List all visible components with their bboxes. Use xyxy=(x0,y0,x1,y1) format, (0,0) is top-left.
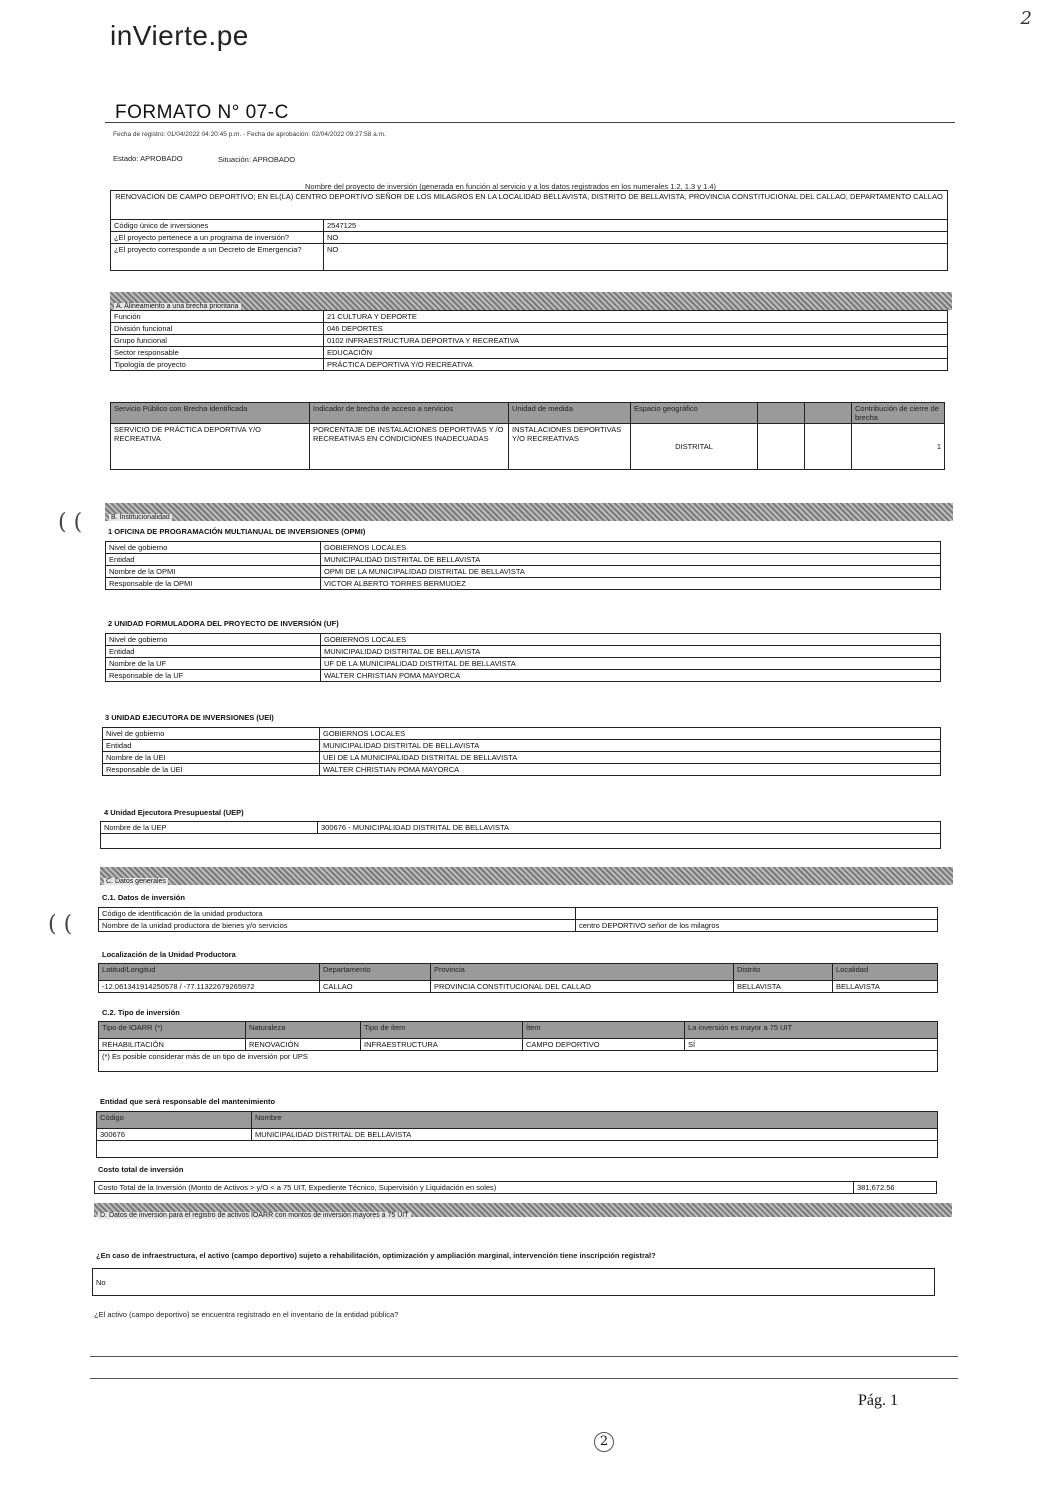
margin-bracket: ( ( xyxy=(58,510,83,535)
c2-header: Ítem xyxy=(523,1022,685,1039)
field-value: WALTER CHRISTIAN POMA MAYORCA xyxy=(320,764,941,776)
section-a-title: A. Alineamiento a una brecha prioritaria xyxy=(116,303,239,310)
project-name-label: Nombre del proyecto de inversión (generada en función al servicio y a los datos registrados en los numerales 1.2, 1.3 y 1.4) xyxy=(305,182,717,191)
field-value: 2547125 xyxy=(324,220,948,232)
field-label: Nivel de gobierno xyxy=(106,634,321,646)
registration-dates: Fecha de registro: 01/04/2022 04:20:45 p.m. - Fecha de aprobación: 02/04/2022 09:27:58 a.m. xyxy=(113,131,386,138)
field-label: Código de identificación de la unidad productora xyxy=(99,908,576,920)
field-value: PRÁCTICA DEPORTIVA Y/O RECREATIVA xyxy=(324,359,948,371)
field-value: OPMI DE LA MUNICIPALIDAD DISTRITAL DE BELLAVISTA xyxy=(321,566,941,578)
location-cell: CALLAO xyxy=(320,981,431,993)
section-b-title: B. Institucionalidad xyxy=(111,514,170,521)
c2-header: La inversión es mayor a 75 UIT xyxy=(685,1022,938,1039)
location-header: Departamento xyxy=(320,964,431,981)
c1-title: C.1. Datos de inversión xyxy=(102,893,185,902)
brecha-cell xyxy=(805,424,852,470)
field-label: Función xyxy=(111,311,324,323)
location-cell: BELLAVISTA xyxy=(833,981,938,993)
brecha-cell: SERVICIO DE PRÁCTICA DEPORTIVA Y/O RECREATIVA xyxy=(111,424,310,470)
field-label: ¿El proyecto corresponde a un Decreto de Emergencia? xyxy=(111,244,324,271)
field-value: 0102 INFRAESTRUCTURA DEPORTIVA Y RECREATIVA xyxy=(324,335,948,347)
location-title: Localización de la Unidad Productora xyxy=(102,950,236,959)
uei-table xyxy=(102,727,941,776)
field-value xyxy=(576,908,938,920)
brecha-header: Espacio geográfico xyxy=(631,403,758,424)
opmi-table xyxy=(105,541,941,590)
field-value: UF DE LA MUNICIPALIDAD DISTRITAL DE BELLAVISTA xyxy=(321,658,941,670)
c2-cell: RENOVACIÓN xyxy=(246,1039,361,1051)
field-value: UEI DE LA MUNICIPALIDAD DISTRITAL DE BELLAVISTA xyxy=(320,752,941,764)
section-d-band xyxy=(94,1203,952,1217)
c2-header: Tipo de ítem xyxy=(361,1022,523,1039)
field-value: MUNICIPALIDAD DISTRITAL DE BELLAVISTA xyxy=(320,740,941,752)
maintenance-header: Nombre xyxy=(252,1112,938,1129)
field-label: Nombre de la OPMI xyxy=(106,566,321,578)
brecha-cell xyxy=(758,424,805,470)
field-label: Grupo funcional xyxy=(111,335,324,347)
field-label: Nombre de la UEI xyxy=(103,752,320,764)
c2-title: C.2. Tipo de inversión xyxy=(102,1008,180,1017)
location-table xyxy=(98,963,938,993)
cost-value: 381,672.56 xyxy=(854,1182,937,1194)
maintenance-cell: MUNICIPALIDAD DISTRITAL DE BELLAVISTA xyxy=(252,1129,938,1141)
location-cell: PROVINCIA CONSTITUCIONAL DEL CALLAO xyxy=(431,981,734,993)
inviertepe-logo: inVierte.pe xyxy=(110,20,249,51)
field-label: Nombre de la UF xyxy=(106,658,321,670)
brecha-header: Servicio Público con Brecha identificada xyxy=(111,403,310,424)
location-cell: BELLAVISTA xyxy=(734,981,833,993)
field-value: 046 DEPORTES xyxy=(324,323,948,335)
field-label: Código único de inversiones xyxy=(111,220,324,232)
field-label: Tipología de proyecto xyxy=(111,359,324,371)
brecha-header xyxy=(805,403,852,424)
field-label: Responsable de la UF xyxy=(106,670,321,682)
footer-divider xyxy=(90,1356,958,1357)
form-title: FORMATO N° 07-C xyxy=(115,102,289,123)
section-c-title: C. Datos generales xyxy=(106,878,166,885)
maintenance-header: Código xyxy=(97,1112,252,1129)
margin-bracket: ( ( xyxy=(48,912,73,937)
brecha-cell: DISTRITAL xyxy=(631,424,758,470)
field-label: Nombre de la unidad productora de bienes y/o servicios xyxy=(99,920,576,932)
field-label: Entidad xyxy=(103,740,320,752)
field-value: NO xyxy=(324,232,948,244)
field-value: centro DEPORTIVO señor de los milagros xyxy=(576,920,938,932)
footer-divider xyxy=(90,1378,958,1379)
cost-title: Costo total de inversión xyxy=(98,1165,184,1174)
brecha-table xyxy=(110,402,945,470)
location-cell: -12.061341914250578 / -77.11322679265972 xyxy=(99,981,320,993)
field-value: GOBIERNOS LOCALES xyxy=(321,542,941,554)
uf-title: 2 UNIDAD FORMULADORA DEL PROYECTO DE INVERSIÓN (UF) xyxy=(108,619,339,628)
field-value: WALTER CHRISTIAN POMA MAYORCA xyxy=(321,670,941,682)
c2-note: (*) Es posible considerar más de un tipo de inversión por UPS xyxy=(99,1051,938,1072)
section-a-band xyxy=(110,292,952,310)
answer-registry-table xyxy=(92,1268,935,1296)
maintenance-empty-row xyxy=(97,1141,938,1158)
project-table xyxy=(110,190,948,271)
c2-cell: SÍ xyxy=(685,1039,938,1051)
answer-registry: No xyxy=(93,1269,935,1296)
c1-table xyxy=(98,907,938,932)
brecha-header: Contribución de cierre de brecha xyxy=(852,403,945,424)
uep-empty-row xyxy=(101,834,941,849)
field-label: Nivel de gobierno xyxy=(106,542,321,554)
page-number: Pág. 1 xyxy=(858,1392,898,1409)
title-divider xyxy=(105,122,955,123)
field-label: Responsable de la UEI xyxy=(103,764,320,776)
c2-cell: CAMPO DEPORTIVO xyxy=(523,1039,685,1051)
brecha-cell: INSTALACIONES DEPORTIVAS Y/O RECREATIVAS xyxy=(509,424,631,470)
field-label: Entidad xyxy=(106,554,321,566)
field-label: División funcional xyxy=(111,323,324,335)
section-d-title: D. Datos de inversión para el registro de activos IOARR con montos de inversión mayores a 75 UIT xyxy=(100,1212,409,1219)
maintenance-cell: 300676 xyxy=(97,1129,252,1141)
cost-table xyxy=(94,1181,937,1194)
maintenance-title: Entidad que será responsable del mantenimiento xyxy=(100,1097,276,1106)
uep-table xyxy=(100,821,941,849)
field-value: GOBIERNOS LOCALES xyxy=(320,728,941,740)
project-name: RENOVACION DE CAMPO DEPORTIVO; EN EL(LA) CENTRO DEPORTIVO SEÑOR DE LOS MILAGROS EN LA LOCALIDAD BELLAVISTA, DISTRITO DE BELLAVISTA, PROVINCIA CONSTITUCIONAL DEL CALLAO, DEPARTAMENTO CALLAO xyxy=(111,191,948,220)
brecha-header xyxy=(758,403,805,424)
location-header: Distrito xyxy=(734,964,833,981)
opmi-title: 1 OFICINA DE PROGRAMACIÓN MULTIANUAL DE INVERSIONES (OPMI) xyxy=(108,527,366,536)
status-estado: Estado: APROBADO xyxy=(113,154,183,163)
brecha-header: Indicador de brecha de acceso a servicios xyxy=(310,403,509,424)
uf-table xyxy=(105,633,941,682)
field-value: MUNICIPALIDAD DISTRITAL DE BELLAVISTA xyxy=(321,646,941,658)
field-label: ¿El proyecto pertenece a un programa de inversión? xyxy=(111,232,324,244)
cost-label: Costo Total de la Inversión (Monto de Activos > y/O < a 75 UIT, Expediente Técnico, Supervisión y Liquidación en soles) xyxy=(95,1182,854,1194)
section-a-table xyxy=(110,310,948,371)
brecha-cell: 1 xyxy=(852,424,945,470)
field-label: Nombre de la UEP xyxy=(101,822,318,834)
uep-title: 4 Unidad Ejecutora Presupuestal (UEP) xyxy=(104,808,244,817)
uei-title: 3 UNIDAD EJECUTORA DE INVERSIONES (UEI) xyxy=(105,713,274,722)
field-value: NO xyxy=(324,244,948,271)
field-value: 300676 - MUNICIPALIDAD DISTRITAL DE BELLAVISTA xyxy=(318,822,941,834)
question-registry: ¿En caso de infraestructura, el activo (campo deportivo) sujeto a rehabilitación, optimización y ampliación marginal, intervención tiene inscripción registral? xyxy=(96,1251,656,1260)
handwritten-mark: 2 xyxy=(594,1432,614,1452)
location-header: Provincia xyxy=(431,964,734,981)
c2-table xyxy=(98,1021,938,1072)
field-label: Entidad xyxy=(106,646,321,658)
location-header: Latitud/Longitud xyxy=(99,964,320,981)
c2-header: Naturaleza xyxy=(246,1022,361,1039)
field-value: GOBIERNOS LOCALES xyxy=(321,634,941,646)
c2-cell: REHABILITACIÓN xyxy=(99,1039,246,1051)
field-value: EDUCACIÓN xyxy=(324,347,948,359)
field-label: Responsable de la OPMI xyxy=(106,578,321,590)
c2-cell: INFRAESTRUCTURA xyxy=(361,1039,523,1051)
field-value: VICTOR ALBERTO TORRES BERMUDEZ xyxy=(321,578,941,590)
c2-header: Tipo de IOARR (*) xyxy=(99,1022,246,1039)
field-value: 21 CULTURA Y DEPORTE xyxy=(324,311,948,323)
maintenance-table xyxy=(96,1111,938,1158)
section-b-band xyxy=(105,503,953,521)
question-inventory: ¿El activo (campo deportivo) se encuentra registrado en el inventario de la entidad pública? xyxy=(94,1310,399,1319)
brecha-cell: PORCENTAJE DE INSTALACIONES DEPORTIVAS Y /O RECREATIVAS EN CONDICIONES INADECUADAS xyxy=(310,424,509,470)
brecha-header: Unidad de medida xyxy=(509,403,631,424)
field-label: Sector responsable xyxy=(111,347,324,359)
status-situacion: Situación: APROBADO xyxy=(218,155,296,164)
section-c-band xyxy=(100,867,953,885)
field-value: MUNICIPALIDAD DISTRITAL DE BELLAVISTA xyxy=(321,554,941,566)
handwritten-page-number: 2 xyxy=(1020,8,1032,29)
location-header: Localidad xyxy=(833,964,938,981)
field-label: Nivel de gobierno xyxy=(103,728,320,740)
